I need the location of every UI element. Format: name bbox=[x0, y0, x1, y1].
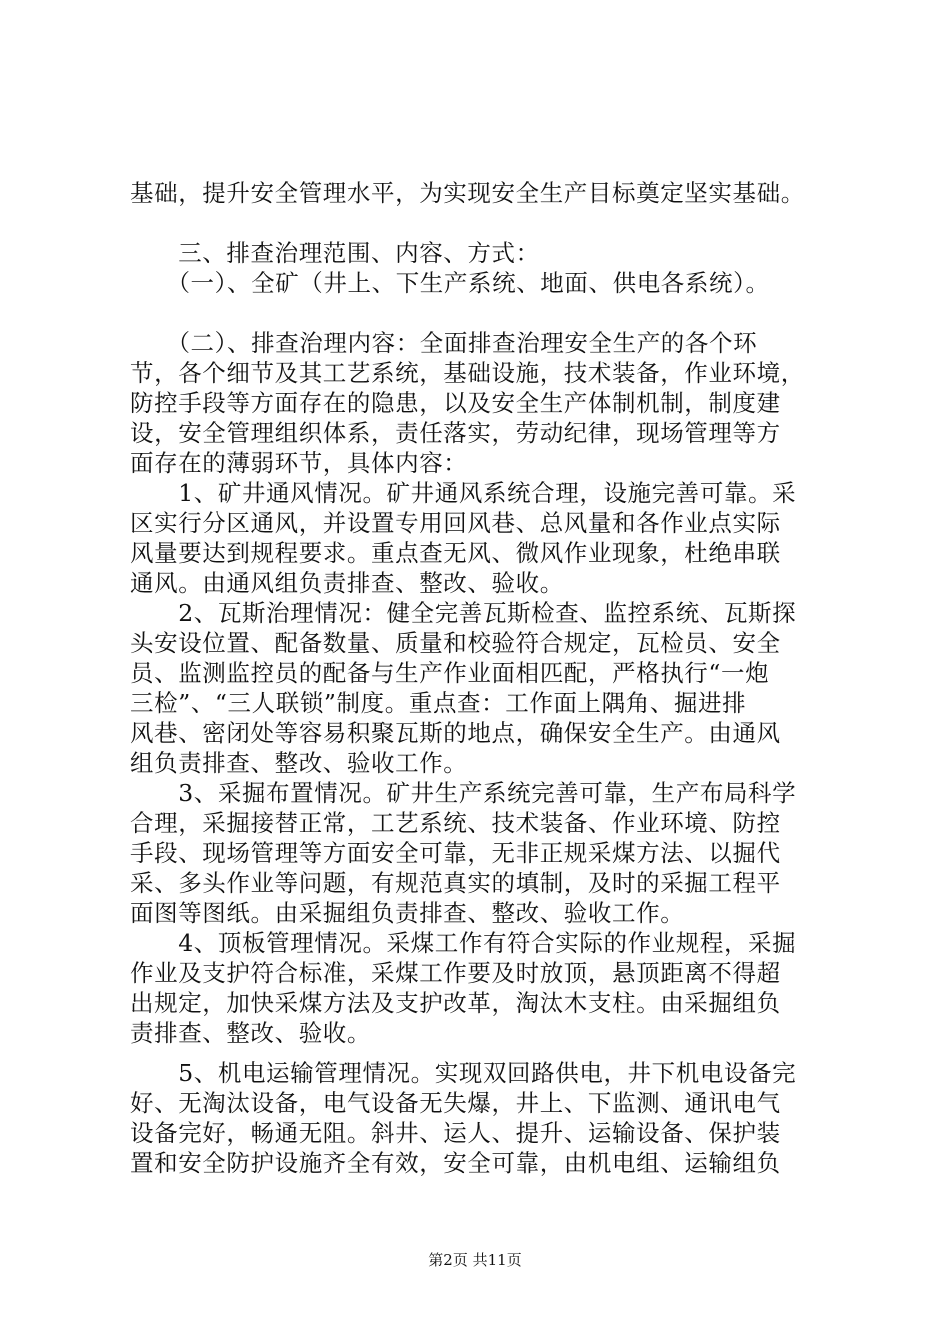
text-line: 责排查、整改、验收。 bbox=[130, 1019, 371, 1047]
text-line: 面图等图纸。由采掘组负责排查、整改、验收工作。 bbox=[130, 899, 685, 927]
text-line: 通风。由通风组负责排查、整改、验收。 bbox=[130, 569, 564, 597]
text-line: 设，安全管理组织体系，责任落实，劳动纪律，现场管理等方 bbox=[130, 419, 781, 447]
text-line: 合理，采掘接替正常，工艺系统、技术装备、作业环境、防控 bbox=[130, 809, 781, 837]
text-line: 2、瓦斯治理情况：健全完善瓦斯检查、监控系统、瓦斯探 bbox=[130, 599, 797, 627]
text-line: 风量要达到规程要求。重点查无风、微风作业现象，杜绝串联 bbox=[130, 539, 781, 567]
text-line: 员、监测监控员的配备与生产作业面相匹配，严格执行“一炮 bbox=[130, 659, 770, 687]
text-line: （一）、全矿（井上、下生产系统、地面、供电各系统）。 bbox=[130, 269, 770, 297]
text-line: 面存在的薄弱环节，具体内容： bbox=[130, 449, 468, 477]
text-line: 基础，提升安全管理水平，为实现安全生产目标奠定坚实基础。 bbox=[130, 179, 805, 207]
text-line: 4、顶板管理情况。采煤工作有符合实际的作业规程，采掘 bbox=[130, 929, 797, 957]
text-line: 1、矿井通风情况。矿井通风系统合理，设施完善可靠。采 bbox=[130, 479, 797, 507]
text-line: （二）、排查治理内容：全面排查治理安全生产的各个环 bbox=[130, 329, 758, 357]
text-line: 防控手段等方面存在的隐患，以及安全生产体制机制，制度建 bbox=[130, 389, 781, 417]
text-line: 头安设位置、配备数量、质量和校验符合规定，瓦检员、安全 bbox=[130, 629, 781, 657]
text-line: 节，各个细节及其工艺系统，基础设施，技术装备，作业环境， bbox=[130, 359, 805, 387]
text-line: 设备完好，畅通无阻。斜井、运人、提升、运输设备、保护装 bbox=[130, 1119, 781, 1147]
text-line: 5、机电运输管理情况。实现双回路供电，井下机电设备完 bbox=[130, 1059, 797, 1087]
text-line: 置和安全防护设施齐全有效，安全可靠，由机电组、运输组负 bbox=[130, 1149, 781, 1177]
section-heading: 三、排查治理范围、内容、方式： bbox=[130, 239, 540, 267]
text-line: 风巷、密闭处等容易积聚瓦斯的地点，确保安全生产。由通风 bbox=[130, 719, 781, 747]
text-line: 组负责排查、整改、验收工作。 bbox=[130, 749, 468, 777]
text-line: 3、采掘布置情况。矿井生产系统完善可靠，生产布局科学 bbox=[130, 779, 797, 807]
text-line: 好、无淘汰设备，电气设备无失爆，井上、下监测、通讯电气 bbox=[130, 1089, 781, 1117]
text-line: 手段、现场管理等方面安全可靠，无非正规采煤方法、以掘代 bbox=[130, 839, 781, 867]
text-line: 作业及支护符合标准，采煤工作要及时放顶，悬顶距离不得超 bbox=[130, 959, 781, 987]
text-line: 区实行分区通风，并设置专用回风巷、总风量和各作业点实际 bbox=[130, 509, 781, 537]
text-line: 三检”、“三人联锁”制度。重点查：工作面上隅角、掘进排 bbox=[130, 689, 747, 717]
text-line: 采、多头作业等问题，有规范真实的填制，及时的采掘工程平 bbox=[130, 869, 781, 897]
page-number-footer: 第2页 共11页 bbox=[428, 1251, 522, 1269]
text-line: 出规定，加快采煤方法及支护改革，淘汰木支柱。由采掘组负 bbox=[130, 989, 781, 1017]
